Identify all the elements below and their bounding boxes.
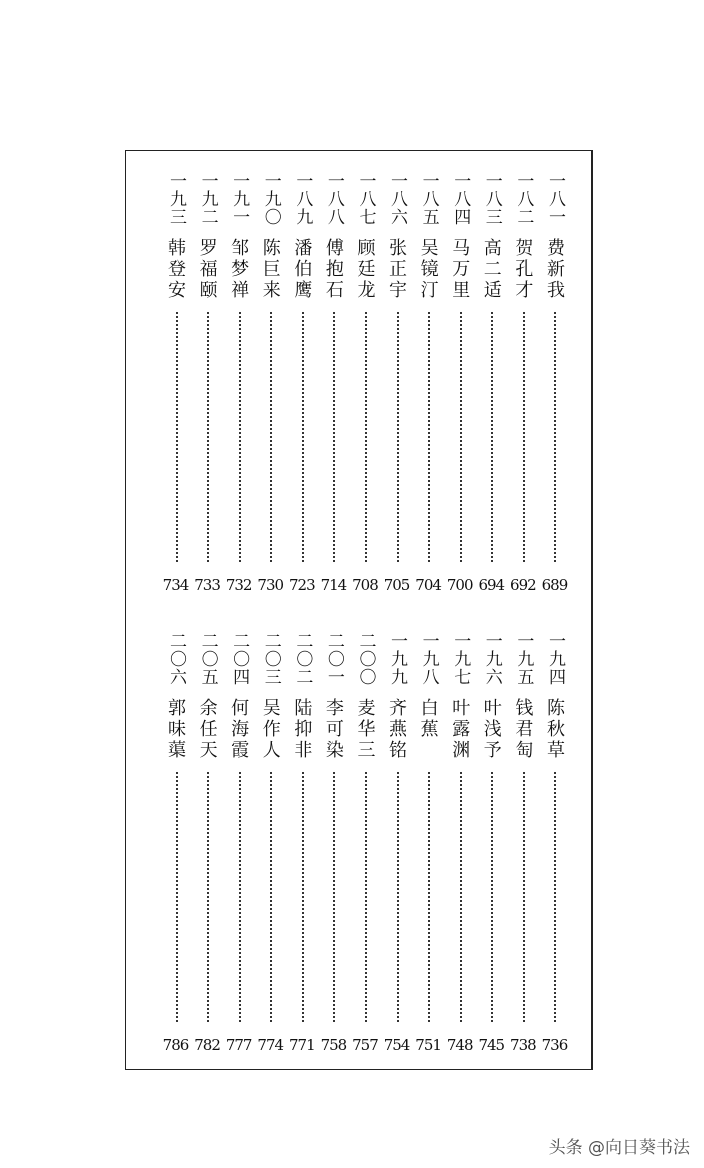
entry-number: 一九二 <box>197 172 218 226</box>
dotted-leader <box>207 312 209 562</box>
dotted-leader <box>270 312 272 562</box>
entry-number: 一八五 <box>418 172 439 226</box>
entry-name: 傅抱石 <box>322 238 344 301</box>
entry-page-number: 732 <box>225 576 252 594</box>
toc-entry <box>349 620 380 1060</box>
entry-name: 高二适 <box>480 238 502 301</box>
entry-name: 叶浅予 <box>480 698 502 761</box>
dotted-leader <box>491 312 493 562</box>
toc-entry <box>286 160 317 600</box>
dotted-leader <box>302 772 304 1022</box>
entry-name: 李可染 <box>322 698 344 761</box>
dotted-leader <box>460 772 462 1022</box>
entry-page-number: 736 <box>541 1036 568 1054</box>
entry-number: 一九四 <box>544 632 565 686</box>
entry-name: 叶露渊 <box>449 698 471 761</box>
dotted-leader <box>239 312 241 562</box>
entry-page-number: 700 <box>446 576 473 594</box>
toc-entry <box>255 160 286 600</box>
dotted-leader <box>428 772 430 1022</box>
entry-number: 一九八 <box>418 632 439 686</box>
entry-number: 一八八 <box>323 172 344 226</box>
toc-entry <box>318 160 349 600</box>
entry-page-number: 754 <box>383 1036 410 1054</box>
dotted-leader <box>365 772 367 1022</box>
entry-number: 二〇三 <box>260 632 281 686</box>
entry-page-number: 745 <box>478 1036 505 1054</box>
entry-number: 二〇〇 <box>355 632 376 686</box>
toc-entry <box>476 620 507 1060</box>
entry-number: 一八一 <box>544 172 565 226</box>
entry-name: 贺孔才 <box>512 238 534 301</box>
dotted-leader <box>554 312 556 562</box>
entry-page-number: 689 <box>541 576 568 594</box>
entry-name: 韩登安 <box>165 238 186 301</box>
dotted-leader <box>397 312 399 562</box>
watermark: 头条 @向日葵书法 <box>548 1138 690 1158</box>
entry-name: 邹梦禅 <box>228 238 250 301</box>
entry-page-number: 782 <box>194 1036 220 1054</box>
entry-name: 吴作人 <box>259 698 281 761</box>
entry-number: 一八七 <box>355 172 376 226</box>
entry-number: 二〇六 <box>166 632 186 686</box>
entry-page-number: 777 <box>225 1036 252 1054</box>
toc-entry <box>286 620 317 1060</box>
entry-number: 二〇五 <box>197 632 218 686</box>
toc-entry <box>381 160 412 600</box>
entry-name: 郭味蕖 <box>165 698 186 761</box>
entry-name: 马万里 <box>449 238 471 301</box>
dotted-leader <box>460 312 462 562</box>
dotted-leader <box>302 312 304 562</box>
toc-section-top <box>160 160 570 600</box>
entry-number: 一九〇 <box>260 172 281 226</box>
entry-number: 一九五 <box>513 632 534 686</box>
entry-name: 陈巨来 <box>259 238 281 301</box>
entry-number: 一八九 <box>292 172 313 226</box>
toc-entry <box>223 160 254 600</box>
dotted-leader <box>523 312 525 562</box>
entry-name: 陈秋草 <box>543 698 565 761</box>
entry-name: 张正宇 <box>386 238 408 301</box>
entry-name: 潘伯鹰 <box>291 238 313 301</box>
entry-page-number: 723 <box>288 576 315 594</box>
entry-page-number: 774 <box>257 1036 284 1054</box>
toc-entry <box>476 160 507 600</box>
toc-entry <box>413 160 444 600</box>
dotted-leader <box>333 772 335 1022</box>
entry-page-number: 757 <box>352 1036 378 1054</box>
toc-entry <box>192 620 223 1060</box>
dotted-leader <box>428 312 430 562</box>
toc-entry <box>413 620 444 1060</box>
entry-name: 钱君匋 <box>512 698 534 761</box>
entry-number: 一九三 <box>166 172 186 226</box>
toc-entry <box>539 620 570 1060</box>
entry-name: 陆抑非 <box>291 698 313 761</box>
entry-page-number: 730 <box>257 576 284 594</box>
entry-page-number: 705 <box>383 576 410 594</box>
dotted-leader <box>491 772 493 1022</box>
toc-section-bottom <box>160 620 570 1060</box>
entry-page-number: 738 <box>510 1036 536 1054</box>
entry-number: 一九六 <box>481 632 502 686</box>
toc-entry <box>160 620 191 1060</box>
entry-name: 麦华三 <box>354 698 376 761</box>
dotted-leader <box>365 312 367 562</box>
dotted-leader <box>239 772 241 1022</box>
entry-name: 余任天 <box>196 698 218 761</box>
entry-number: 一八六 <box>387 172 408 226</box>
entry-name: 白蕉 <box>417 698 439 740</box>
dotted-leader <box>333 312 335 562</box>
toc-entry <box>223 620 254 1060</box>
entry-number: 一八二 <box>513 172 534 226</box>
entry-name: 费新我 <box>543 238 565 301</box>
entry-name: 顾廷龙 <box>354 238 376 301</box>
entry-number: 二〇四 <box>229 632 250 686</box>
entry-page-number: 748 <box>446 1036 473 1054</box>
dotted-leader <box>397 772 399 1022</box>
entry-name: 吴镜汀 <box>417 238 439 301</box>
toc-entry <box>507 160 538 600</box>
dotted-leader <box>176 312 178 562</box>
toc-entry <box>255 620 286 1060</box>
dotted-leader <box>270 772 272 1022</box>
entry-number: 二〇一 <box>323 632 344 686</box>
toc-entry <box>444 620 475 1060</box>
entry-page-number: 708 <box>352 576 378 594</box>
toc-entry <box>192 160 223 600</box>
entry-number: 一八四 <box>450 172 471 226</box>
entry-page-number: 786 <box>162 1036 189 1054</box>
entry-page-number: 694 <box>478 576 505 594</box>
entry-number: 一九七 <box>450 632 471 686</box>
entry-page-number: 751 <box>415 1036 441 1054</box>
dotted-leader <box>207 772 209 1022</box>
toc-entry <box>160 160 191 600</box>
entry-number: 二〇二 <box>292 632 313 686</box>
entry-page-number: 714 <box>320 576 347 594</box>
entry-name: 何海霞 <box>228 698 250 761</box>
entry-number: 一九一 <box>229 172 250 226</box>
entry-name: 齐燕铭 <box>386 698 408 761</box>
entry-page-number: 692 <box>510 576 536 594</box>
entry-page-number: 771 <box>288 1036 315 1054</box>
entry-number: 一九九 <box>387 632 408 686</box>
toc-entry <box>507 620 538 1060</box>
entry-page-number: 733 <box>194 576 220 594</box>
toc-entry <box>444 160 475 600</box>
dotted-leader <box>554 772 556 1022</box>
toc-entry <box>381 620 412 1060</box>
dotted-leader <box>523 772 525 1022</box>
dotted-leader <box>176 772 178 1022</box>
toc-entry <box>539 160 570 600</box>
entry-page-number: 734 <box>162 576 189 594</box>
toc-entry <box>349 160 380 600</box>
toc-entry <box>318 620 349 1060</box>
entry-name: 罗福颐 <box>196 238 218 301</box>
entry-page-number: 704 <box>415 576 441 594</box>
entry-page-number: 758 <box>320 1036 347 1054</box>
entry-number: 一八三 <box>481 172 502 226</box>
